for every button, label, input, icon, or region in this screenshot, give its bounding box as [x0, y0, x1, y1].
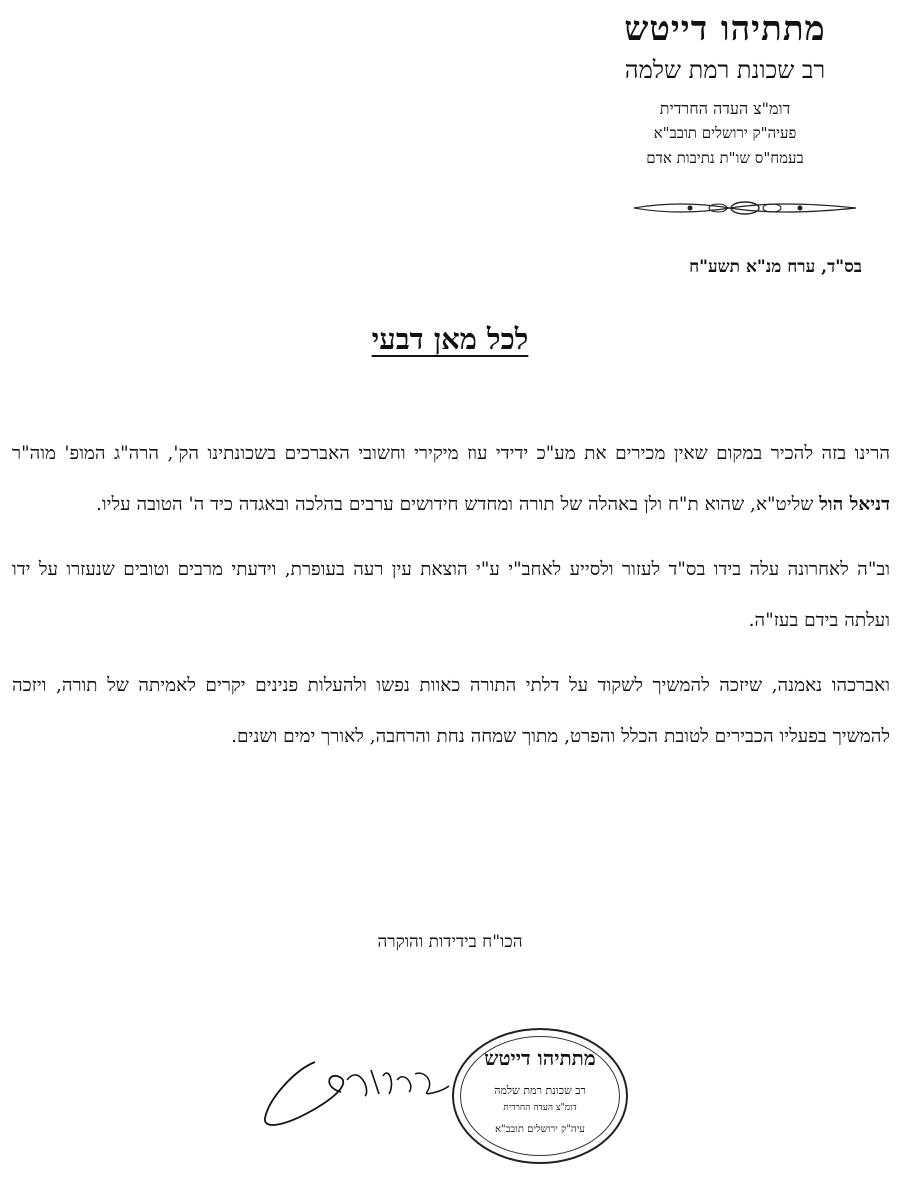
stamp-line-2: דומ"צ העדה החרדית — [503, 1103, 577, 1113]
letterhead-name: מתתיהו דייטש — [624, 9, 826, 49]
stamp-line-3: עיה"ק ירושלים תובב"א — [495, 1124, 585, 1135]
recipient-name: דניאל הול — [819, 494, 890, 515]
p3-line-1: ואברכהו נאמנה, שיזכה להמשיך לשקוד על דלתי התורה כאוות נפשו ולהעלות פנינים יקרים — [205, 675, 890, 696]
letter-body — [12, 428, 890, 776]
p3-line-2: לאמיתה של תורה, ויזכה להמשיך בפעליו הכבירים לטובת הכלל והפרט, מתוך שמחה נחת — [12, 675, 890, 747]
letterhead-line-2: פעיה"ק ירושלים תובב"א — [653, 124, 797, 142]
p1-line-2-start: בשכונתינו הק', הרה"ג המופ' מוה"ר — [12, 443, 277, 464]
date-line: בס"ד, ערח מנ"א תשע"ח — [689, 257, 862, 277]
p2-line-2: מרבים וטובים שנעזרו על ידו ועלתה בידם בעז"ה. — [12, 559, 890, 631]
p1-line-2-end: שליט"א, שהוא ת"ח ולן באהלה של תורה — [518, 494, 814, 515]
letterhead-title: רב שכונת רמת שלמה — [624, 56, 826, 84]
letter-heading — [0, 322, 900, 357]
letterhead — [590, 8, 860, 171]
p2-line-1: וב"ה לאחרונה עלה בידו בס"ד לעזור ולסייע לאחב"י ע"י הוצאת עין רעה בעופרת, וידעתי — [231, 559, 890, 580]
handwritten-signature-icon — [255, 1040, 455, 1135]
rabbinical-stamp — [452, 1028, 628, 1164]
letterhead-line-3: בעמח"ס שו"ת נתיבות אדם — [646, 149, 804, 167]
heading-text: לכל מאן דבעי — [371, 322, 529, 356]
ornament-divider-icon — [630, 196, 860, 220]
stamp-line-1: רב שכונת רמת שלמה — [494, 1084, 586, 1097]
letterhead-line-1: דומ"צ העדה החרדית — [659, 99, 791, 118]
p3-line-3: והרחבה, לאורך ימים ושנים. — [231, 726, 431, 747]
paragraph-1 — [12, 428, 890, 530]
paragraph-3 — [12, 660, 890, 762]
p1-line-3: ומחדש חידושים ערבים בהלכה ובאגדה כיד ה' הטובה עליו. — [96, 494, 514, 515]
p1-line-1: הרינו בזה להכיר במקום שאין מכירים את מע"כ ידידי עוז מיקירי וחשובי האברכים — [284, 443, 890, 464]
stamp-name: מתתיהו דייטש — [484, 1046, 596, 1070]
paragraph-2 — [12, 544, 890, 646]
closing-line: הכו"ח בידידות והוקרה — [377, 932, 523, 952]
